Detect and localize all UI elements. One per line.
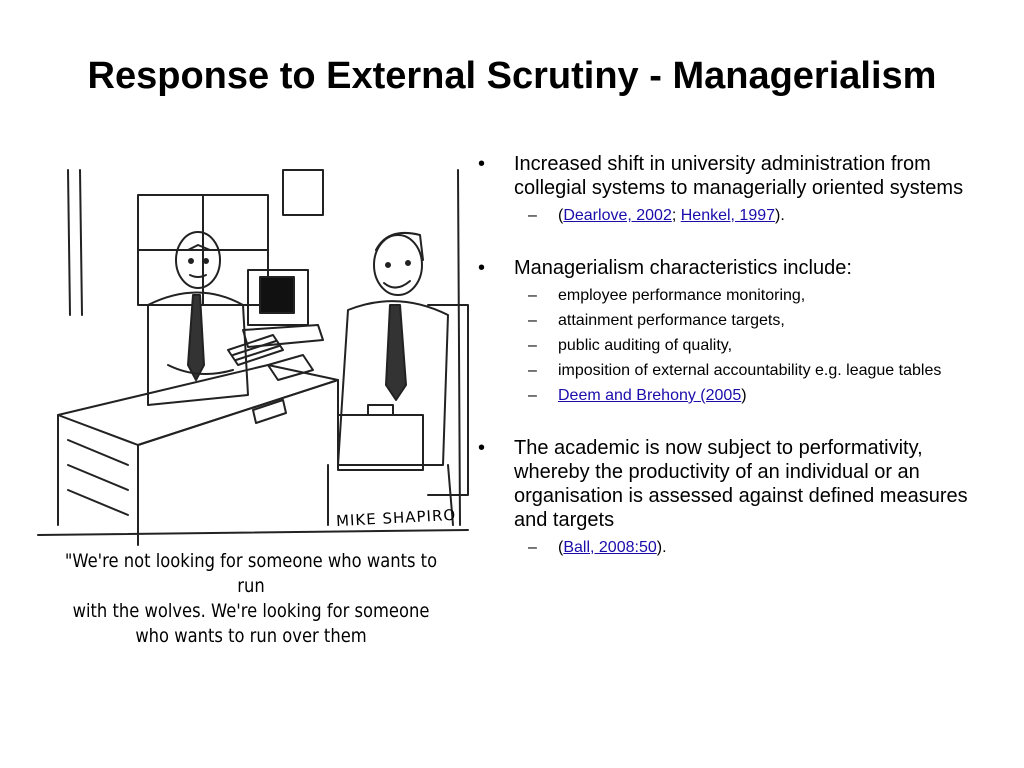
bullet-text: The academic is now subject to performativity, whereby the productivity of an individual or an organisation is assessed against defined measures and targets: [514, 437, 968, 531]
ref-close-paren: ).: [775, 207, 785, 224]
sub-bullet-item: [514, 386, 998, 406]
ref-close-paren: ).: [656, 539, 667, 556]
sub-bullet-item: [514, 206, 998, 226]
wall-picture: [283, 170, 323, 215]
caption-line: with the wolves. We're looking for someone: [72, 600, 430, 622]
bullet-list: [478, 152, 998, 588]
ref-open-paren: (: [558, 207, 564, 224]
citation-link-deem-brehony[interactable]: Deem and Brehony (2005: [558, 387, 742, 404]
cartoon-caption: [59, 549, 443, 649]
bullet-item: [478, 152, 998, 226]
briefcase: [338, 415, 423, 470]
bullet-item: [478, 256, 998, 406]
interviewer-head: [176, 232, 220, 288]
ref-close-paren: ): [741, 387, 747, 404]
ref-separator: ;: [671, 207, 681, 224]
sub-bullet-list: [514, 206, 998, 226]
sub-bullet-list: [514, 538, 998, 558]
sub-bullet-item: – attainment performance targets,: [514, 311, 998, 331]
door-frame: [68, 170, 82, 315]
sub-bullet-list: [514, 286, 998, 406]
bullet-text: Increased shift in university administration from collegial systems to managerially oriented systems: [514, 153, 964, 199]
sub-bullet-item: – imposition of external accountability e.g. league tables: [514, 361, 998, 381]
cartoon-illustration: [28, 165, 474, 647]
caption-line: who wants to run over them: [135, 625, 367, 647]
computer-base: [243, 325, 323, 347]
bullet-item: [478, 436, 998, 558]
applicant-head: [374, 235, 422, 295]
slide-title: Response to External Scrutiny - Managerialism: [87, 55, 937, 97]
interviewer-tie: [188, 295, 204, 380]
nameplate: [253, 400, 286, 423]
caption-line: "We're not looking for someone who wants to run: [64, 550, 438, 597]
citation-link-dearlove[interactable]: Dearlove, 2002: [563, 207, 672, 224]
bullet-text: Managerialism characteristics include:: [514, 257, 852, 279]
ref-open-paren: (: [558, 539, 564, 556]
telephone: [268, 355, 313, 380]
cartoon-signature: MIKE SHAPIRO: [335, 505, 457, 531]
sub-bullet-item: – employee performance monitoring,: [514, 286, 998, 306]
applicant-tie: [386, 305, 406, 400]
sub-bullet-item: – public auditing of quality,: [514, 336, 998, 356]
citation-link-ball[interactable]: Ball, 2008:50: [563, 539, 657, 556]
sub-bullet-item: [514, 538, 998, 558]
citation-link-henkel[interactable]: Henkel, 1997: [680, 207, 776, 224]
